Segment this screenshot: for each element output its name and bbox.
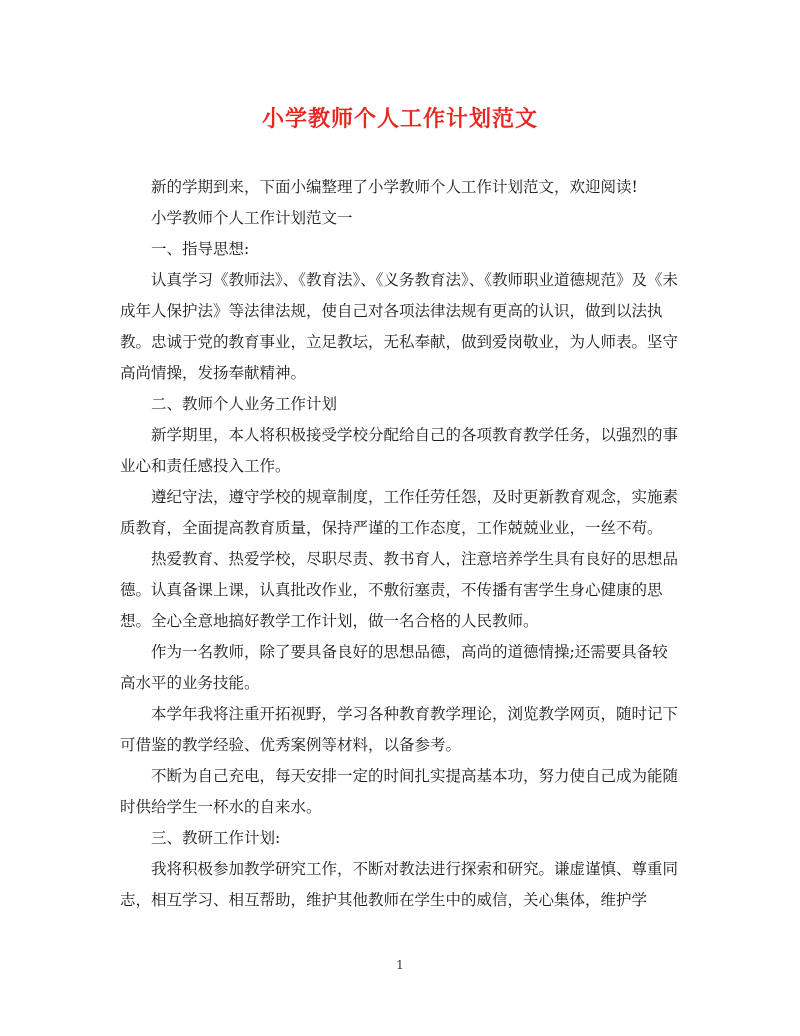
paragraph-subtitle: 小学教师个人工作计划范文一 xyxy=(151,209,353,227)
section-heading-guiding-ideology: 一、指导思想: xyxy=(151,240,250,258)
document-body xyxy=(120,172,680,916)
paragraph: 热爱教育、热爱学校，尽职尽责、教书育人，注意培养学生具有良好的思想品德。认真备课上课，认真批改作业，不敷衍塞责，不传播有害学生身心健康的思想。全心全意地搞好教学工作计划，做一名合格的人民教师。 xyxy=(120,550,679,630)
paragraph: 认真学习《教师法》、《教育法》、《义务教育法》、《教师职业道德规范》及《未成年人保护法》等法律法规，使自己对各项法律法规有更高的认识，做到以法执教。忠诚于党的教育事业，立足教坛，无私奉献，做到爱岗敬业，为人师表。坚守高尚情操，发扬奉献精神。 xyxy=(120,271,679,382)
section-heading-research-plan: 三、教研工作计划: xyxy=(151,829,281,847)
document-title: 小学教师个人工作计划范文 xyxy=(261,106,538,132)
paragraph: 新学期里，本人将积极接受学校分配给自己的各项教育教学任务，以强烈的事业心和责任感投入工作。 xyxy=(120,426,679,475)
paragraph: 作为一名教师，除了要具备良好的思想品德，高尚的道德情操;还需要具备较高水平的业务技能。 xyxy=(120,643,668,692)
paragraph: 本学年我将注重开拓视野，学习各种教育教学理论，浏览教学网页，随时记下可借鉴的教学经验、优秀案例等材料，以备参考。 xyxy=(120,705,679,754)
paragraph: 不断为自己充电，每天安排一定的时间扎实提高基本功，努力使自己成为能随时供给学生一杯水的自来水。 xyxy=(120,767,679,816)
page-number: 1 xyxy=(396,958,404,972)
section-heading-business-plan: 二、教师个人业务工作计划 xyxy=(151,395,338,413)
paragraph: 我将积极参加教学研究工作，不断对教法进行探索和研究。谦虚谨慎、尊重同志，相互学习、相互帮助，维护其他教师在学生中的威信，关心集体，维护学 xyxy=(120,860,679,909)
paragraph: 遵纪守法，遵守学校的规章制度，工作任劳任怨，及时更新教育观念，实施素质教育，全面提高教育质量，保持严谨的工作态度，工作兢兢业业，一丝不苟。 xyxy=(120,488,679,537)
paragraph-intro: 新的学期到来，下面小编整理了小学教师个人工作计划范文，欢迎阅读! xyxy=(151,178,638,196)
